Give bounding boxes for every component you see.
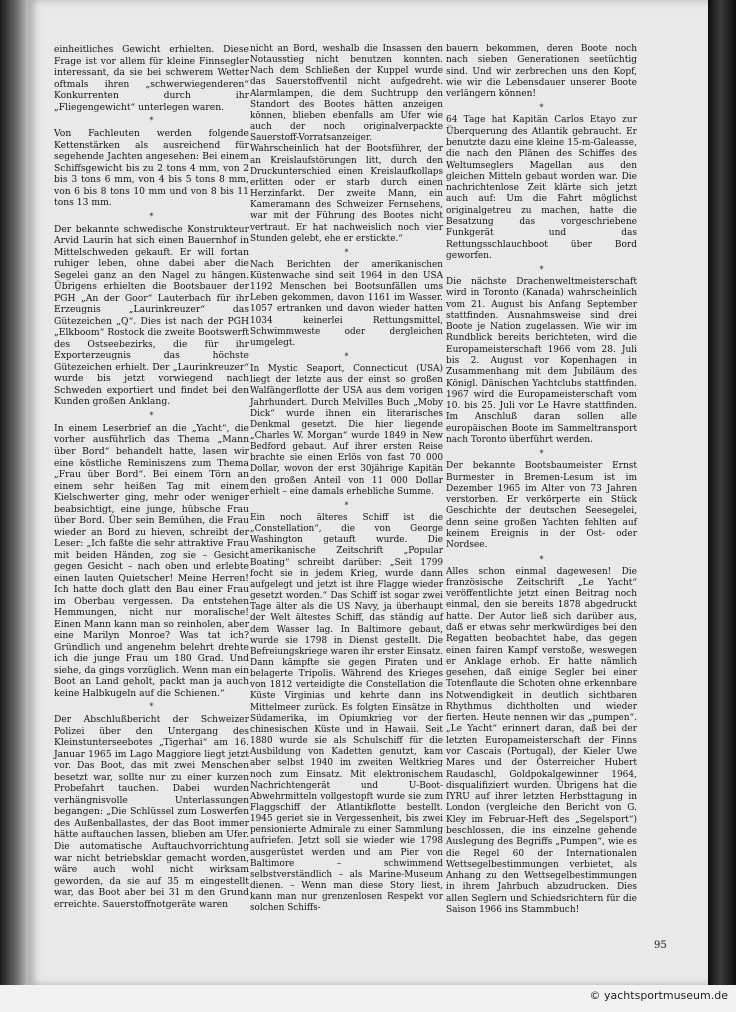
article-separator: *	[539, 449, 544, 459]
article-paragraph: Der bekannte Bootsbaumeister Ernst Burmester in Bremen-Lesum ist im Dezember 1965 im Alter von 73 Jahren verstorben. Er verkörperte ein Stück Geschichte der deutschen Seesegelei, denn seine großen Yachten fehlten auf keinem Ereignis in der Ost- oder Nordsee.	[446, 461, 637, 551]
article-separator: *	[344, 247, 349, 257]
scan-shadow-left	[0, 0, 28, 1012]
page-number: 95	[654, 940, 667, 951]
article-paragraph: einheitliches Gewicht erhielten. Diese Frage ist vor allem für kleine Finnsegler interessant, da sie bei schwerem Wetter oftmals ihren „schwerwiegenderen“ Konkurrenten durch ihr „Fliegengewicht“ unterlegen waren.	[54, 44, 249, 113]
article-paragraph: Die nächste Drachenweltmeisterschaft wird in Toronto (Kanada) wahrscheinlich vom 21. August bis Anfang September stattfinden. Ausnahmsweise sind drei Boote je Nation zugelassen. Wie wir im Rundblick bereits berichteten, wird die Europameisterschaft 1966 vom 28. Juli bis 2. August vor Kopenhagen in Zusammenhang mit dem Jubiläum des Königl. Dänischen Yachtclubs stattfinden. 1967 wird die Europameisterschaft vom 10. bis 25. Juli vor Le Havre stattfinden. Im Anschluß daran sollen alle europäischen Boote im Sammeltransport nach Toronto überführt werden.	[446, 277, 637, 445]
article-separator: *	[539, 554, 544, 564]
article-paragraph: nicht an Bord, weshalb die Insassen den Notausstieg nicht benutzen konnten. Nach dem Schließen der Kuppel wurde das Sauerstoffventil nicht aufgedreht. Alarmlampen, die dem Suchtrupp den Standort des Bootes hätten anzeigen können, blieben ebenfalls am Ufer wie auch der noch originalverpackte Sauerstoff-Vorratsanzeiger. Wahrscheinlich hat der Bootsführer, der an Kreislaufstörungen litt, durch den Druckunterschied einen Kreislaufkollaps erlitten oder er starb durch einen Herzinfarkt. Der zweite Mann, ein Kameramann des Schweizer Fernsehens, war mit der Führung des Bootes nicht vertraut. Er hat nachweislich noch vier Stunden gelebt, ehe er erstickte.“	[250, 44, 443, 244]
article-paragraph: Ein noch älteres Schiff ist die „Constellation“, die von George Washington getauft wurde. Die amerikanische Zeitschrift „Popular Boating“ schreibt darüber: „Seit 1799 focht sie in jedem Krieg, wurde dann aufgelegt und jetzt ist ihre Flagge wieder gesetzt worden.“ Das Schiff ist sogar zwei Tage älter als die US Navy, ja überhaupt der Welt ältestes Schiff, das ständig auf dem Wasser lag. In Baltimore gebaut, wurde sie 1798 in Dienst gestellt. Die Befreiungskriege waren ihr erster Einsatz. Dann kämpfte sie gegen Piraten und belagerte Tripolis. Während des Krieges von 1812 verteidigte die Constellation die Küste Virginias und kehrte dann ins Mittelmeer zurück. Es folgten Einsätze in Südamerika, im Opiumkrieg vor der chinesischen Küste und in Hawaii. Seit 1880 wurde sie als Schulschiff für die Ausbildung von Kadetten genutzt, kam aber selbst 1940 im zweiten Weltkrieg noch zum Einsatz. Mit elektronischem Nachrichtengerät und U-Boot-Abwehrmitteln vollgestopft wurde sie zum Flaggschiff der Atlantikflotte bestellt. 1945 geriet sie in Vergessenheit, bis zwei pensionierte Admirale zu einer Sammlung aufriefen. Jetzt soll sie wieder wie 1798 ausgerüstet werden und am Pier von Baltimore – schwimmend selbstverständlich – als Marine-Museum dienen. – Wenn man diese Story liest, kann man nur grenzenlosen Respekt vor solchen Schiffs-	[250, 512, 443, 914]
article-paragraph: Der bekannte schwedische Konstrukteur Arvid Laurin hat sich einen Bauernhof in Mittelschweden gekauft. Er will fortan ruhiger leben, ohne dabei aber die Segelei ganz an den Nagel zu hängen. Übrigens erhielten die Bootsbauer der PGH „An der Goor“ Lauterbach für ihr Erzeugnis „Laurinkreuzer“ das Gütezeichen „Q“. Dies ist nach der PGH „Elkboom“ Rostock die zweite Bootswerft des Ostseebezirks, die für ihr Exporterzeugnis das höchste Gütezeichen erhielt. Der „Laurinkreuzer“ wurde bis jetzt vorwiegend nach Schweden exportiert und findet bei den Kunden großen Anklang.	[54, 223, 249, 408]
article-paragraph: In einem Leserbrief an die „Yacht“, die vorher ausführlich das Thema „Mann über Bord“ behandelt hatte, lasen wir eine köstliche Reminiszens zum Thema „Frau über Bord“. Bei einem Törn an einem sehr heißen Tag mit einem Kielschwerter ging, mehr oder weniger beabsichtigt, eine junge, hübsche Frau über Bord. Über sein Bemühen, die Frau wieder an Bord zu hieven, schreibt der Leser: „Ich faßte die sehr attraktive Frau mit beiden Händen, zog sie – Gesicht gegen Gesicht – nach oben und erlebte einen lauten Quietscher! Meine Herren! Ich hatte doch glatt den Bau einer Frau im Oberbau vergessen. Da entstehen Hemmungen, nicht nur moralische! Einen Mann kann man so reinholen, aber eine Marilyn Monroe? Was tat ich? Gründlich und angenehm belehrt drehte ich die junge Frau um 180 Grad. Und siehe, da gings vorzüglich. Wenn man ein Boot an Land geholt, packt man ja auch keine Halbkugeln auf die Schienen.“	[54, 422, 249, 699]
text-column-1	[54, 44, 249, 910]
article-separator: *	[149, 116, 154, 126]
article-separator: *	[344, 500, 349, 510]
article-separator: *	[539, 103, 544, 113]
article-separator: *	[149, 410, 154, 420]
magazine-page	[28, 0, 708, 985]
article-paragraph: Von Fachleuten werden folgende Kettenstärken als ausreichend für segehende Jachten angesehen: Bei einem Schiffsgewicht bis zu 2 tons 4 mm, von 2 bis 3 tons 6 mm, von 4 bis 5 tons 8 mm, von 6 bis 8 tons 10 mm und von 8 bis 11 tons 13 mm.	[54, 128, 249, 209]
text-column-2	[250, 44, 443, 915]
article-paragraph: 64 Tage hat Kapitän Carlos Etayo zur Überquerung des Atlantik gebraucht. Er benutzte dazu eine kleine 15-m-Galeasse, die nach den Plänen des Schiffes des Weltumseglers Magellan aus den gleichen Mitteln gebaut worden war. Die nachrichtenlose Zeit klärte sich jetzt auch auf: Um die Fahrt möglichst originalgetreu zu machen, hatte die Besatzung das vorgeschriebene Funkgerät und das Rettungsschlauchboot über Bord geworfen.	[446, 115, 637, 261]
article-paragraph: Der Abschlußbericht der Schweizer Polizei über den Untergang des Kleinstunterseebotes „Tigerhai“ am 16. Januar 1965 im Lago Maggiore liegt jetzt vor. Das Boot, das mit zwei Menschen besetzt war, sollte nur zu einer kurzen Probefahrt tauchen. Dabei wurden verhängnisvolle Unterlassungen begangen: „Die Schlüssel zum Loswerfen des Außenballastes, der das Boot immer hätte auftauchen lassen, blieben am Ufer. Die automatische Auftauchvorrichtung war nicht betriebsklar gemacht worden, wäre auch wohl nicht wirksam geworden, da sie auf 35 m eingestellt war, das Boot aber bei 31 m den Grund erreichte. Sauerstoffnotgeräte waren	[54, 714, 249, 910]
article-paragraph: In Mystic Seaport, Connecticut (USA) liegt der letzte aus der einst so großen Walfängerflotte der USA aus dem vorigen Jahrhundert. Durch Melvilles Buch „Moby Dick“ wurde ihnen ein literarisches Denkmal gesetzt. Die hier liegende „Charles W. Morgan“ wurde 1849 in New Bedford gebaut. Auf ihrer ersten Reise brachte sie einen Erlös von fast 70 000 Dollar, wovon der erst 30jährige Kapitän den großen Anteil von 11 000 Dollar erhielt – eine damals erhebliche Summe.	[250, 364, 443, 497]
article-separator: *	[344, 352, 349, 362]
article-paragraph: Alles schon einmal dagewesen! Die französische Zeitschrift „Le Yacht“ veröffentlichte jetzt einen Beitrag noch einmal, den sie bereits 1878 abgedruckt hatte. Der Autor ließ sich darüber aus, daß er etwas sehr merkwürdiges bei den Regatten beobachtet habe, das gegen einen fairen Kampf verstoße, weswegen er Anklage erhob. Er hatte nämlich gesehen, daß einige Segler bei einer Totenflaute die Schoten ohne erkennbare Notwendigkeit in deutlich sichtbaren Rhythmus dichtholten und wieder fierten. Heute nennen wir das „pumpen“. „Le Yacht“ erinnert daran, daß bei der letzten Europameisterschaft der Finns vor Cascais (Portugal), der Kieler Uwe Mares und der Österreicher Hubert Raudaschl, Goldpokalgewinner 1964, disqualifiziert wurden. Übrigens hat die IYRU auf ihrer letzten Herbsttagung in London (vergleiche den Bericht von G. Kley im Februar-Heft des „Segelsport“) beschlossen, die ins einzelne gehende Auslegung des Begriffs „Pumpen“, wie es die Regel 60 der Internationalen Wettsegelbestimmungen verbietet, als Anhang zu den Wettsegelbestimmungen in ihrem Jahrbuch abzudrucken. Dies allen Seglern und Schiedsrichtern für die Saison 1966 ins Stammbuch!	[446, 566, 637, 915]
article-separator: *	[149, 702, 154, 712]
text-column-3	[446, 44, 637, 916]
watermark-credit: © yachtsportmuseum.de	[589, 989, 728, 1002]
article-paragraph: Nach Berichten der amerikanischen Küstenwache sind seit 1964 in den USA 1192 Menschen bei Bootsunfällen ums Leben gekommen, davon 1161 im Wasser. 1057 ertranken und davon wieder hatten 1034 keinerlei Rettungsmittel, Schwimmweste oder dergleichen umgelegt.	[250, 259, 443, 348]
article-paragraph: bauern bekommen, deren Boote noch nach sieben Generationen seetüchtig sind. Und wir zerbrechen uns den Kopf, wie wir die Lebensdauer unserer Boote verlängern können!	[446, 44, 637, 100]
book-spine	[708, 0, 736, 985]
article-separator: *	[539, 265, 544, 275]
article-separator: *	[149, 211, 154, 221]
